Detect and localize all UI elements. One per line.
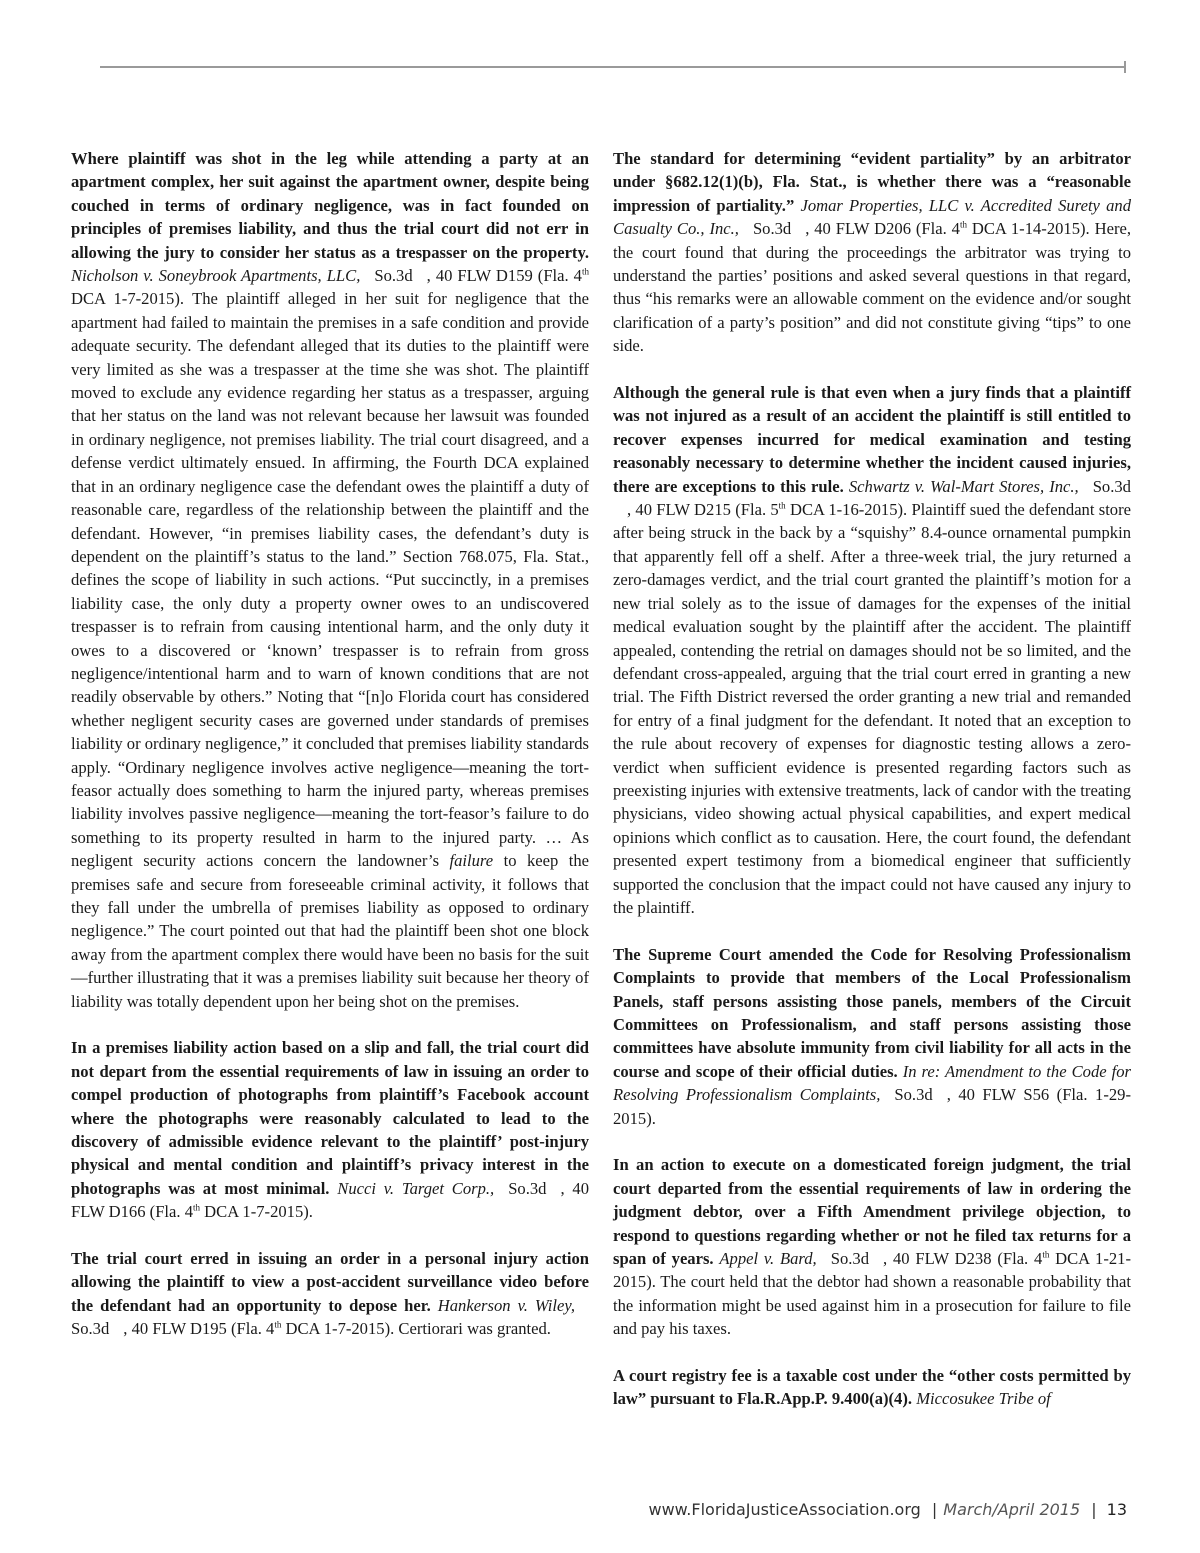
reporter-citation: So.3d [894,1085,933,1105]
summary-headline: Although the general rule is that even when a jury finds that a plaintiff was not injured as a result of an accident the plaintiff is still entitled to recover expenses incurred for medical examination and testing reasonably necessary to determine whether the incident caused injuries, there are exceptions to this rule. [613,383,1131,496]
summary-headline: The standard for determining “evident partiality” by an arbitrator under §682.12(1)(b), Fla. Stat., is whether there was a “reasonable impression of partiality.” [613,149,1131,215]
citation-date: DCA 1-14-2015). [966,219,1090,239]
citation-date: DCA 1-21-2015). [613,1249,1131,1292]
ordinal-suffix: th [274,1319,282,1330]
reporter-citation: So.3d [830,1249,869,1269]
citation-detail: , 40 FLW S56 (Fla. 1-29-2015). [613,1085,1131,1128]
footer-separator: | [931,1500,938,1519]
citation-date: DCA 1-16-2015). [785,500,908,520]
summary-headline: The trial court erred in issuing an order in a personal injury action allowing the plaintiff to view a post-accident surveillance video before the defendant had an opportunity to depose her. [71,1249,589,1315]
page-number: 13 [1106,1500,1127,1519]
citation-detail: , 40 FLW D215 (Fla. 5 [627,500,779,520]
summary-headline: In a premises liability action based on a slip and fall, the trial court did not depart from the essential requirements of law in issuing an order to compel production of photographs from plaintiff’s Facebook account where the photographs were reasonably calculated to lead to the discovery of admissible evidence relevant to the plaintiff’ post-injury physical and mental condition and plaintiff’s privacy interest in the photographs was at most minimal. [71,1038,589,1198]
ordinal-suffix: th [959,219,967,230]
summary-body: Certiorari was granted. [394,1319,551,1339]
summary-body: Plaintiff sued the defendant store after being struck in the back by a “squishy” 8.4-ounce ornamental pumpkin that apparently fell off a shelf. After a three-week trial, the jury returned a zero-damages verdict, and the trial court granted the plaintiff’s motion for a new trial solely as to the issue of damages for the expenses of the initial medical evaluation sought by the plaintiff after the accident. The plaintiff appealed, contending the retrial on damages should not be so limited, and the defendant cross-appealed, arguing that the trial court erred in granting a new trial. The Fifth District reversed the order granting a new trial and remanded for entry of a final judgment for the defendant. It noted that an exception to the rule about recovery of expenses for diagnostic testing allows a zero-verdict when sufficient evidence is presented regarding factors such as preexisting injuries with extensive treatments, lack of candor with the treating physicians, video showing actual physical capabilities, and expert medical opinions which conflict as to causation. Here, the court found, the defendant presented expert testimony from a biomedical engineer that sufficiently supported the conclusion that the impact could not have caused any injury to the plaintiff. [613,500,1131,917]
emphasized-word: failure [449,851,494,871]
right-column [613,147,1131,1434]
website-link[interactable]: www.FloridaJusticeAssociation.org [648,1500,921,1519]
citation-detail: , 40 FLW D238 (Fla. 4 [883,1249,1043,1269]
ordinal-suffix: th [778,500,786,511]
case-summary-jomar [613,147,1131,358]
case-summary-nucci [71,1036,589,1223]
summary-headline: Where plaintiff was shot in the leg while attending a party at an apartment complex, her suit against the apartment owner, despite being couched in terms of ordinary negligence, was in fact founded on principles of premises liability, and thus the trial court did not err in allowing the jury to consider her status as a trespasser on the property. [71,149,589,262]
citation-detail: , 40 FLW D195 (Fla. 4 [123,1319,275,1339]
case-name: Jomar Properties, LLC v. Accredited Surety and Casualty Co., Inc., [613,195,1131,239]
case-summary-nicholson [71,147,589,1013]
reporter-citation: So.3d [374,266,413,286]
summary-headline: The Supreme Court amended the Code for Resolving Professionalism Complaints to provide that members of the Local Professionalism Panels, staff persons assisting those panels, members of the Circuit Committees on Professionalism, and staff persons assisting those committees have absolute immunity from civil liability for all acts in the course and scope of their official duties. [613,944,1131,1081]
page-footer [649,1500,1128,1519]
case-name: Nicholson v. Soneybrook Apartments, LLC, [71,266,361,286]
summary-body-continued: to keep the premises safe and secure from foreseeable criminal activity, it follows that they fall under the umbrella of premises liability as opposed to ordinary negligence.” The court pointed out that had the plaintiff been shot one block away from the apartment complex there would have been no basis for the suit—further illustrating that it was a premises liability suit because her theory of liability was totally dependent upon her being shot on the premises. [71,851,589,1011]
reporter-citation: So.3d [71,1319,110,1339]
reporter-citation: So.3d [752,219,792,239]
case-name: Appel v. Bard, [719,1249,817,1269]
case-summary-appel [613,1153,1131,1340]
citation-detail: , 40 FLW D206 (Fla. 4 [805,219,960,239]
case-name: Hankerson v. Wiley, [437,1295,575,1315]
citation-date: DCA 1-7-2015). [200,1202,313,1222]
case-summary-hankerson [71,1247,589,1341]
case-summary-miccosukee [613,1364,1131,1411]
summary-body: Here, the court found that during the proceedings the arbitrator was trying to understand the parties’ positions and asked several questions in that regard, thus “his remarks were an allowable comment on the evidence and/or sought clarification of a party’s position” and did not constitute giving “tips” to one side. [613,219,1131,356]
case-summary-schwartz [613,381,1131,919]
citation-date: DCA 1-7-2015). [281,1319,395,1339]
citation-detail: , 40 FLW D159 (Fla. 4 [426,266,582,286]
ordinal-suffix: th [1042,1249,1050,1260]
case-name: Nucci v. Target Corp., [337,1178,495,1198]
case-name: In re: Amendment to the Code for Resolving Professionalism Complaints, [613,1061,1131,1105]
reporter-citation: So.3d [508,1178,547,1198]
footer-separator: | [1091,1500,1097,1519]
ordinal-suffix: th [193,1202,201,1213]
top-rule [100,66,1124,68]
ordinal-suffix: th [581,266,589,277]
top-rule-tick [1124,61,1126,73]
case-name: Schwartz v. Wal-Mart Stores, Inc., [848,476,1079,496]
reporter-citation: So.3d [1092,476,1131,496]
citation-date: DCA 1-7-2015). [71,289,185,309]
summary-body: The plaintiff alleged in her suit for negligence that the apartment had failed to maintain the premises in a safe condition and provide adequate security. The defendant alleged that its duties to the plaintiff were very limited as she was a trespasser at the time she was shot. The plaintiff moved to exclude any evidence regarding her status as a trespasser, arguing that her status on the land was not relevant because her lawsuit was founded in ordinary negligence, not premises liability. The trial court disagreed, and a defense verdict ultimately ensued. In affirming, the Fourth DCA explained that in an ordinary negligence case the defendant owes the plaintiff a duty of reasonable care, regardless of the relationship between the plaintiff and the defendant. However, “in premises liability cases, the defendant’s duty is dependent on the plaintiff’s status to the land.” Section 768.075, Fla. Stat., defines the scope of liability in such actions. “Put succinctly, in a premises liability case, the only duty a property owner owes to an undiscovered trespasser is to refrain from causing intentional harm, and the only duty it owes to a discovered or ‘known’ trespasser is to refrain from gross negligence/intentional harm and to warn of known conditions that are not readily observable by others.” Noting that “[n]o Florida court has considered whether negligent security cases are governed under standards of premises liability or ordinary negligence,” it concluded that premises liability standards apply. “Ordinary negligence involves active negligence—meaning the tort-feasor actually does something to harm the injured party, whereas premises liability involves passive negligence—meaning the tort-feasor’s failure to do something to its property resulted in harm to the injured party. … As negligent security actions concern the landowner’s [71,289,589,871]
case-summary-professionalism [613,943,1131,1130]
summary-headline: A court registry fee is a taxable cost under the “other costs permitted by law” pursuant to Fla.R.App.P. 9.400(a)(4). [613,1366,1131,1409]
citation-detail: , 40 FLW D166 (Fla. 4 [71,1178,590,1222]
summary-body: The court held that the debtor had shown a reasonable probability that the information might be used against him in a prosecution for failure to file and pay his taxes. [613,1272,1131,1339]
left-column [71,147,589,1364]
summary-headline: In an action to execute on a domesticated foreign judgment, the trial court departed from the essential requirements of law in ordering the judgment debtor, over a Fifth Amendment privilege objection, to respond to questions regarding whether or not he filed tax returns for a span of years. [613,1155,1131,1269]
issue-date: March/April 2015 [943,1500,1081,1519]
case-name: Miccosukee Tribe of [916,1389,1051,1409]
